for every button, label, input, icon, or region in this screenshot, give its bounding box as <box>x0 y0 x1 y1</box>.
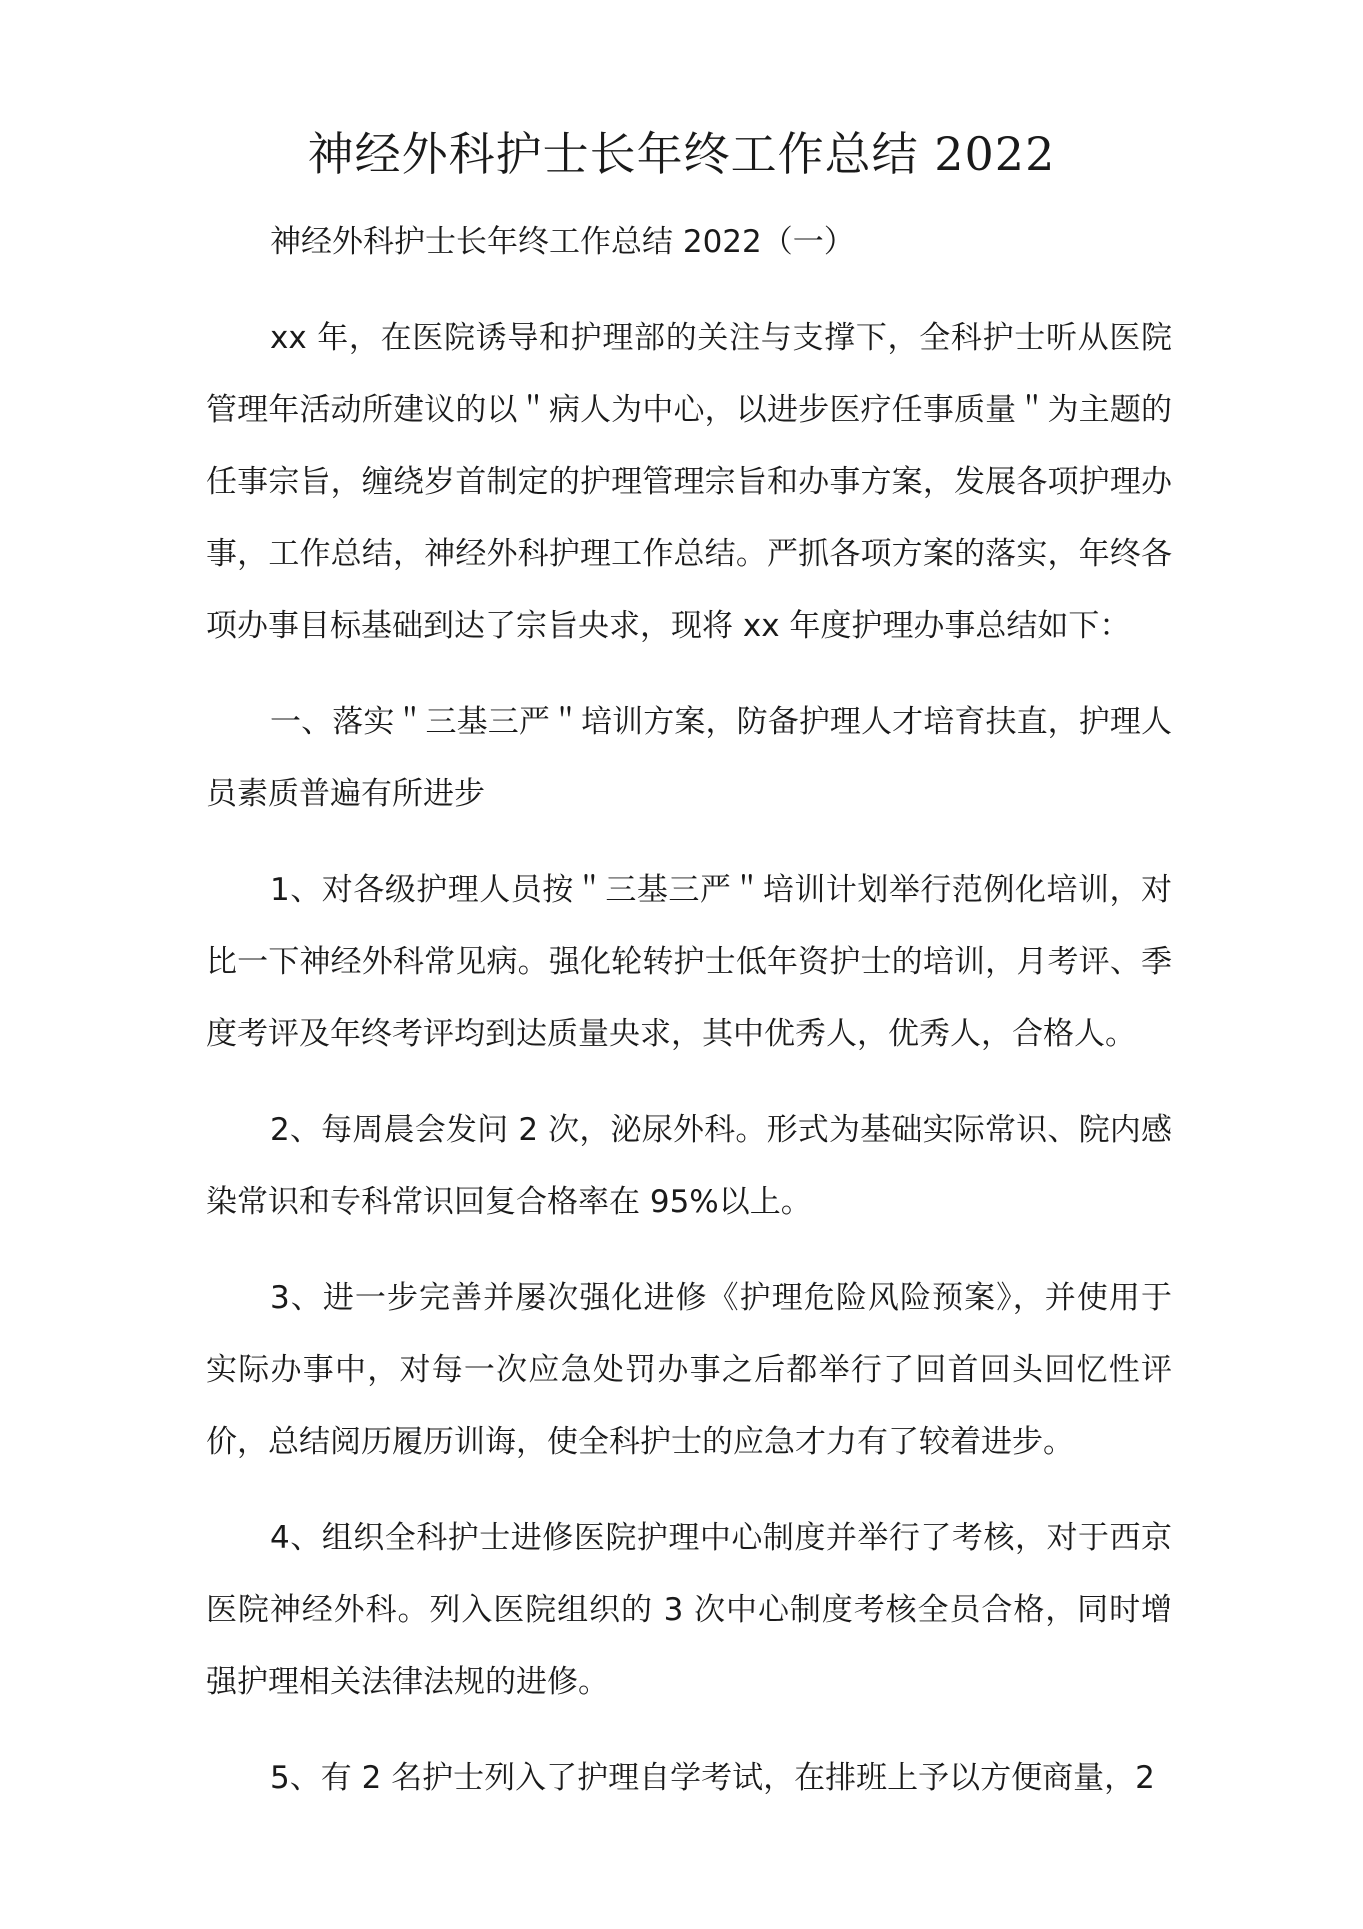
document-body <box>206 206 1172 1838</box>
paragraph-item-3: 3、进一步完善并屡次强化进修《护理危险风险预案》，并使用于实际办事中，对每一次应急处罚办事之后都举行了回首回头回忆性评价，总结阅历履历训诲，使全科护士的应急才力有了较着进步。 <box>206 1280 1172 1460</box>
paragraph-item-1: 1、对各级护理人员按＂三基三严＂培训计划举行范例化培训，对比一下神经外科常见病。强化轮转护士低年资护士的培训，月考评、季度考评及年终考评均到达质量央求，其中优秀人，优秀人，合格人。 <box>206 872 1172 1052</box>
paragraph-item-5: 5、有 2 名护士列入了护理自学考试，在排班上予以方便商量，2 <box>270 1760 1155 1796</box>
paragraph-heading-1: 一、落实＂三基三严＂培训方案，防备护理人才培育扶直，护理人员素质普遍有所进步 <box>206 704 1172 812</box>
section-subtitle: 神经外科护士长年终工作总结 2022（一） <box>270 224 855 260</box>
paragraph-item-4: 4、组织全科护士进修医院护理中心制度并举行了考核，对于西京医院神经外科。列入医院组织的 3 次中心制度考核全员合格，同时增强护理相关法律法规的进修。 <box>206 1520 1172 1700</box>
document-title: 神经外科护士长年终工作总结 2022 <box>307 127 1056 181</box>
paragraph-item-2: 2、每周晨会发问 2 次，泌尿外科。形式为基础实际常识、院内感染常识和专科常识回复合格率在 95%以上。 <box>206 1112 1172 1220</box>
paragraph-intro: xx 年，在医院诱导和护理部的关注与支撑下，全科护士听从医院管理年活动所建议的以＂病人为中心，以进步医疗任事质量＂为主题的任事宗旨，缠绕岁首制定的护理管理宗旨和办事方案，发展各项护理办事，工作总结，神经外科护理工作总结。严抓各项方案的落实，年终各项办事目标基础到达了宗旨央求，现将 xx 年度护理办事总结如下： <box>206 320 1172 644</box>
